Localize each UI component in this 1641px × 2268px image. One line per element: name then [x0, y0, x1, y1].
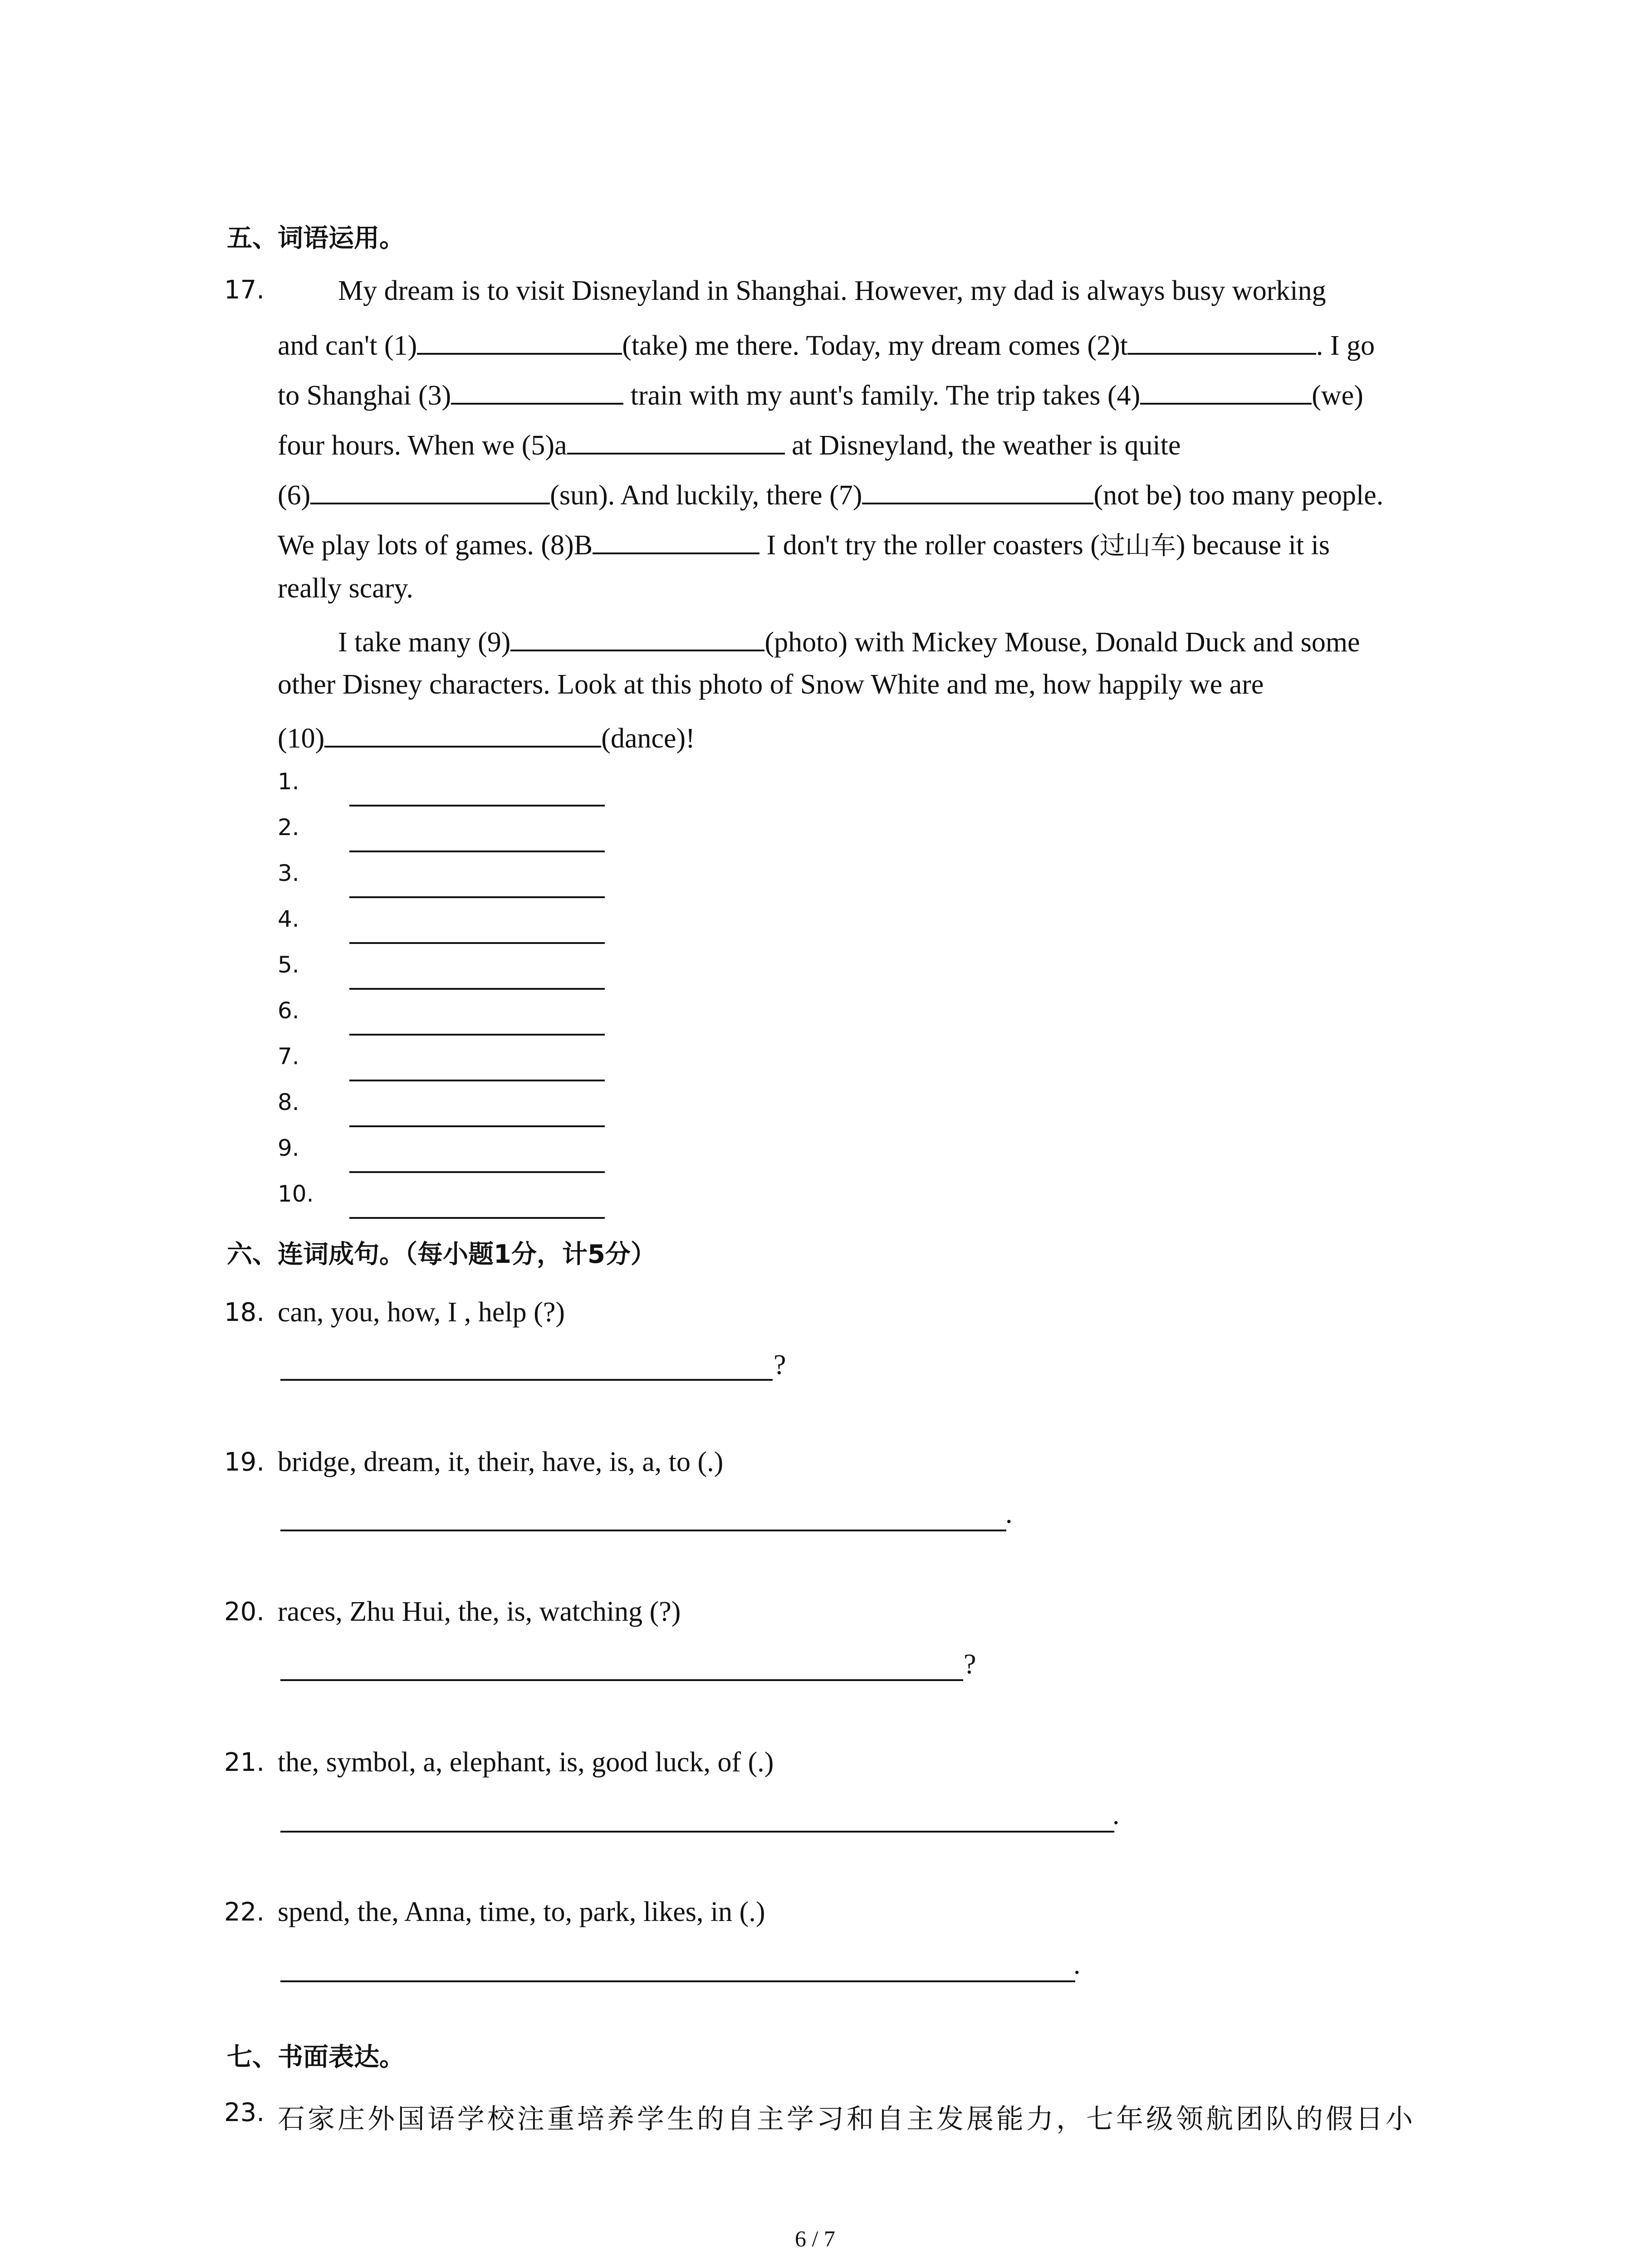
- answer-label-3: 3.: [278, 860, 299, 886]
- passage-text: (10): [278, 723, 325, 754]
- passage-text: train with my aunt's family. The trip takes (4): [623, 380, 1141, 411]
- blank-6[interactable]: [310, 476, 550, 504]
- passage-line-3: [278, 376, 1363, 410]
- question-20-words: races, Zhu Hui, the, is, watching (?): [278, 1596, 681, 1627]
- answer-line-1[interactable]: [349, 805, 605, 807]
- passage-text: (sun). And luckily, there (7): [550, 480, 862, 511]
- question-22-end-mark: .: [1073, 1949, 1081, 1980]
- question-20-number: 20.: [224, 1597, 265, 1627]
- question-18-number: 18.: [224, 1298, 265, 1327]
- passage-text: (photo) with Mickey Mouse, Donald Duck and some: [764, 627, 1360, 658]
- answer-line-19[interactable]: [280, 1530, 1006, 1531]
- blank-3[interactable]: [451, 376, 623, 405]
- passage-text: (not be) too many people.: [1093, 480, 1384, 511]
- question-23-number: 23.: [224, 2098, 265, 2127]
- question-20-end-mark: ?: [964, 1649, 976, 1680]
- question-19-number: 19.: [224, 1447, 265, 1477]
- question-21-number: 21.: [224, 1748, 265, 1777]
- passage-text: We play lots of games. (8)B: [278, 530, 593, 561]
- blank-10[interactable]: [324, 719, 601, 748]
- question-23-text: 石家庄外国语学校注重培养学生的自主学习和自主发展能力，七年级领航团队的假日小: [278, 2103, 1416, 2135]
- blank-7[interactable]: [862, 476, 1093, 504]
- passage-line-9: other Disney characters. Look at this photo of Snow White and me, how happily we are: [278, 669, 1264, 700]
- blank-5[interactable]: [567, 426, 785, 455]
- passage-line-5: [278, 476, 1383, 509]
- answer-label-1: 1.: [278, 768, 299, 795]
- passage-text: (take) me there. Today, my dream comes (2)t: [622, 330, 1128, 361]
- answer-line-6[interactable]: [349, 1034, 605, 1036]
- answer-line-22[interactable]: [280, 1980, 1075, 1982]
- question-22-words: spend, the, Anna, time, to, park, likes, in (.): [278, 1897, 765, 1927]
- passage-text: . I go: [1316, 330, 1375, 361]
- passage-line-2: [278, 327, 1375, 360]
- passage-line-8: [338, 623, 1360, 656]
- page-number: 6 / 7: [795, 2226, 835, 2251]
- passage-line-7: really scary.: [278, 573, 413, 604]
- answer-label-7: 7.: [278, 1043, 299, 1070]
- passage-text: ) because it is: [1176, 530, 1330, 561]
- passage-text: I take many (9): [338, 627, 511, 658]
- section-7-heading: 七、书面表达。: [227, 2043, 405, 2072]
- question-18-end-mark: ?: [774, 1349, 786, 1380]
- question-17-number: 17.: [224, 275, 265, 305]
- answer-line-9[interactable]: [349, 1171, 605, 1173]
- passage-text: (dance)!: [601, 723, 695, 754]
- question-18-words: can, you, how, I , help (?): [278, 1297, 565, 1328]
- answer-line-20[interactable]: [280, 1679, 963, 1681]
- answer-line-3[interactable]: [349, 896, 605, 898]
- passage-text: to Shanghai (3): [278, 380, 451, 411]
- question-22-number: 22.: [224, 1897, 265, 1927]
- answer-label-4: 4.: [278, 906, 299, 932]
- answer-line-7[interactable]: [349, 1080, 605, 1081]
- answer-label-10: 10.: [278, 1181, 314, 1207]
- answer-label-8: 8.: [278, 1089, 299, 1115]
- blank-1[interactable]: [417, 327, 622, 355]
- answer-label-9: 9.: [278, 1135, 299, 1161]
- passage-text: and can't (1): [278, 330, 417, 361]
- passage-text: four hours. When we (5)a: [278, 430, 567, 461]
- passage-text: I don't try the roller coasters (: [759, 530, 1100, 561]
- answer-line-4[interactable]: [349, 942, 605, 944]
- answer-line-2[interactable]: [349, 850, 605, 852]
- blank-2[interactable]: [1128, 327, 1316, 355]
- answer-label-6: 6.: [278, 997, 299, 1024]
- question-21-end-mark: .: [1112, 1799, 1120, 1830]
- section-6-heading: 六、连词成句。（每小题1分，计5分）: [227, 1240, 656, 1269]
- answer-line-5[interactable]: [349, 988, 605, 990]
- blank-8[interactable]: [593, 526, 759, 554]
- passage-text: at Disneyland, the weather is quite: [784, 430, 1181, 461]
- passage-text: (we): [1312, 380, 1363, 411]
- blank-9[interactable]: [510, 623, 764, 651]
- roller-coaster-chinese: 过山车: [1099, 531, 1176, 561]
- question-19-end-mark: .: [1005, 1498, 1013, 1529]
- section-5-heading: 五、词语运用。: [227, 224, 405, 253]
- blank-4[interactable]: [1140, 376, 1312, 405]
- question-21-words: the, symbol, a, elephant, is, good luck, of (.): [278, 1747, 774, 1778]
- answer-line-10[interactable]: [349, 1217, 605, 1219]
- question-19-words: bridge, dream, it, their, have, is, a, to (.): [278, 1447, 724, 1477]
- answer-line-21[interactable]: [280, 1831, 1114, 1833]
- passage-line-1: My dream is to visit Disneyland in Shanghai. However, my dad is always busy working: [338, 275, 1326, 306]
- answer-label-2: 2.: [278, 814, 299, 841]
- passage-line-10: [278, 719, 695, 753]
- answer-line-8[interactable]: [349, 1125, 605, 1127]
- passage-text: (6): [278, 480, 311, 511]
- passage-line-6: [278, 526, 1330, 559]
- answer-label-5: 5.: [278, 952, 299, 978]
- passage-line-4: [278, 426, 1181, 459]
- answer-line-18[interactable]: [280, 1379, 773, 1381]
